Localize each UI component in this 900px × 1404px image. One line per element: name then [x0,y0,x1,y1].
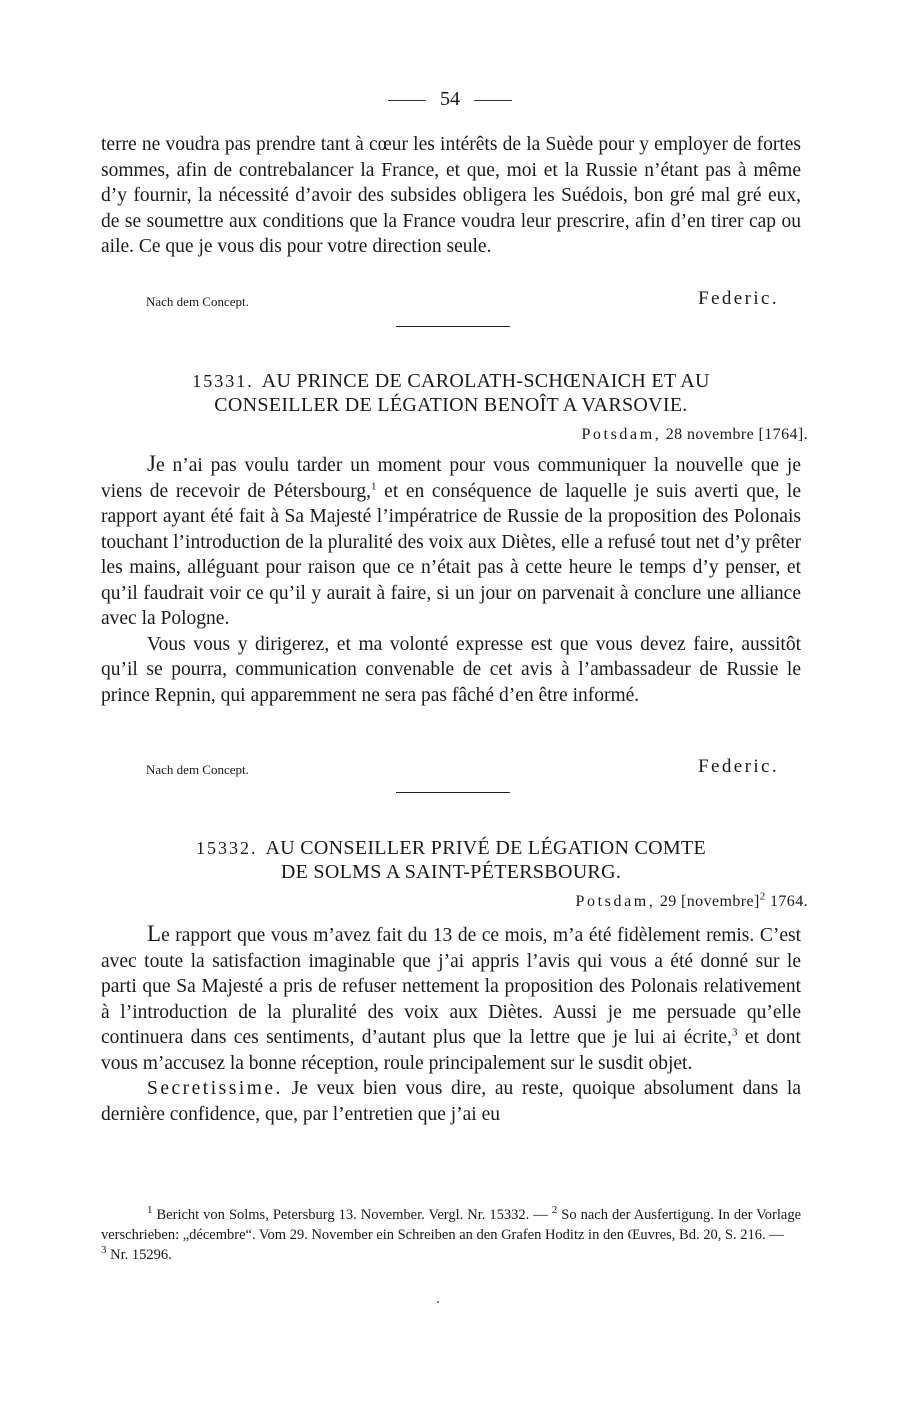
source-note: Nach dem Concept. [146,762,249,777]
footnote-marker: 1 [147,1204,153,1217]
section-divider [396,326,510,327]
heading-line-2: CONSEILLER DE LÉGATION BENOÎT A VARSOVIE. [214,394,688,416]
heading-line-1 [101,836,801,860]
heading-text: AU PRINCE DE CAROLATH-SCHŒNAICH ET AU [261,370,710,392]
date-text: 29 [novembre] [659,893,760,910]
footnote-marker: 2 [551,1204,558,1217]
paragraph-text: e n’ai pas voulu tarder un moment pour vous communiquer la nouvelle que je viens de recevoir de Pétersbourg, [101,455,801,502]
signature: Federic. [698,288,779,309]
heading-text: AU CONSEILLER PRIVÉ DE LÉGATION COMTE [265,837,706,859]
heading-line-1 [101,369,801,393]
footnote-body: So nach der Ausfertigung. In der Vorlage verschrieben: „décembre“. Vom 29. November ein Schreiben an den Grafen Hoditz in den Œuvres, Bd. 20, S. 216. — [101,1207,802,1243]
paragraph [101,1076,801,1127]
dateline-15332 [575,890,808,911]
paragraph: Vous vous y dirigerez, et ma volonté expresse est que vous devez faire, aussitôt qu’il se pourra, communication convenable de cet avis à l’ambassadeur de Russie le prince Repnin, qui apparemment ne sera pas fâché d’en être informé. [101,633,801,706]
footnote-ref: 1 [371,480,377,492]
footnote-body: Nr. 15296. [106,1247,172,1263]
date-text: 28 novembre [1764]. [665,426,808,443]
signature-line-2 [146,756,779,782]
paragraph-text: Je veux bien vous dire, au reste, quoique absolument dans la dernière confidence, que, par l’entretien que j’ai eu [101,1078,801,1125]
heading-line-2: DE SOLMS A SAINT-PÉTERSBOURG. [280,861,622,883]
letter-heading-15332 [101,836,801,884]
letter-heading-15331 [101,369,801,417]
footnote-text [101,1205,801,1265]
footnote-ref: 3 [731,1026,738,1039]
paragraph [101,451,801,632]
date-place: Potsdam, [575,893,656,910]
page-number: 54 [440,88,460,110]
paragraph-text: et dont vous m’accusez la bonne réception, roule principalement sur le susdit objet. [101,1027,801,1074]
letter-number: 15332. [195,838,258,858]
signature: Federic. [698,756,779,777]
paragraph-text: et en conséquence de laquelle je suis averti que, le rapport ayant été fait à Sa Majesté l’impératrice de Russie de la proposition des Polonais touchant l’introduction de la pluralité des voix aux Diètes, elle a refusé tout net d’y prêter les mains, alléguant pour raison que ce n’était pas à cette heure le temps d’y penser, et qu’il faudrait voir ce qu’il y aurait à faire, si un jour on parvenait à conclure une alliance avec la Pologne. [101,480,801,629]
page-speck [437,1301,439,1303]
opening-paragraph-text: terre ne voudra pas prendre tant à cœur les intérêts de la Suède pour y employer de fortes sommes, afin de contrebalancer la France, et que, moi et la Russie n’étant pas à même d’y fournir, la nécessité d’avoir des subsides obligera les Suédois, bon gré mal gré eux, de se soumettre aux conditions que la France voudra leur prescrire, afin d’en tirer cap ou aile. Ce que je vous dis pour votre direction seule. [101,134,801,257]
paragraph-text: e rapport que vous m’avez fait du 13 de ce mois, m’a été fidèlement remis. C’est avec toute la satisfaction imaginable que j’ai appris l’avis qui vous a été donné sur le parti que Sa Majesté a pris de refuser nettement la proposition des Polonais relativement à l’introduction de la pluralité des voix aux Diètes. Aussi je me persuade qu’elle continuera dans ces sentiments, d’autant plus que la lettre que je lui ai écrite, [101,925,801,1048]
letter-body-15332 [101,921,801,1127]
spaced-word: Secretissime. [147,1078,283,1099]
header-rule-left [388,100,426,101]
footnotes [101,1205,801,1265]
initial-letter: L [147,921,162,946]
paragraph [101,921,801,1076]
footnote-body: Bericht von Solms, Petersburg 13. November. Vergl. Nr. 15332. — [152,1207,552,1223]
footnote-marker: 3 [101,1244,107,1257]
header-rule-right [474,100,512,101]
opening-paragraph [101,132,801,260]
date-year: 1764. [765,893,808,910]
source-note: Nach dem Concept. [146,294,249,309]
page-header [0,88,900,111]
signature-line-1 [146,288,779,314]
letter-number: 15331. [192,371,254,391]
footnote-ref: 2 [759,890,766,903]
dateline-15331 [581,426,808,444]
letter-body-15331 [101,451,801,708]
date-place: Potsdam, [581,426,662,443]
initial-letter: J [147,451,156,476]
section-divider [396,792,510,793]
